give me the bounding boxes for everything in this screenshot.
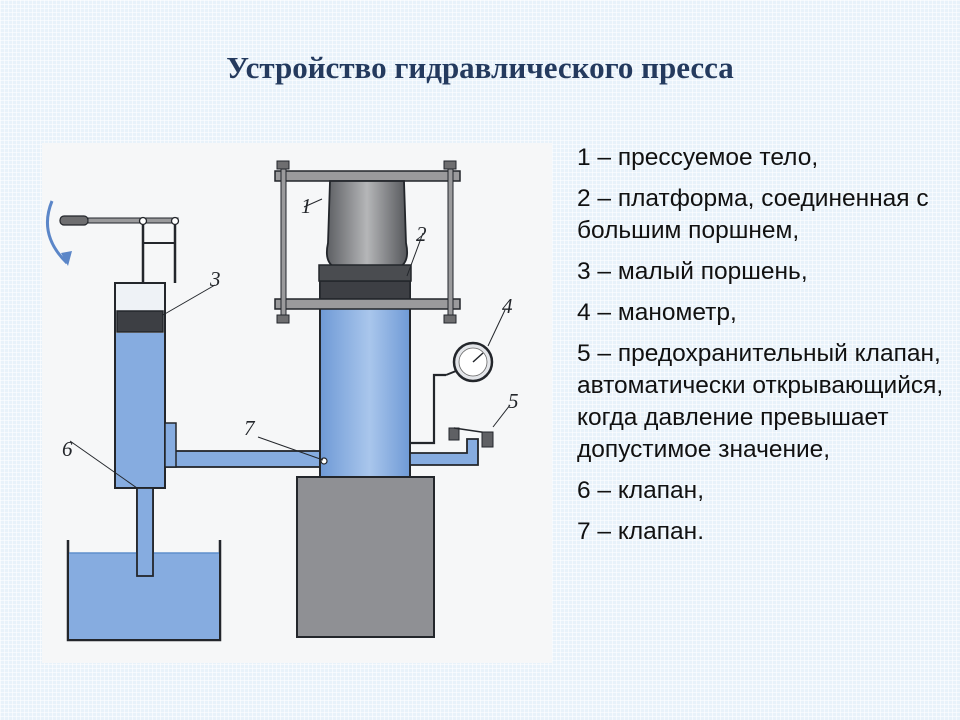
legend-item-6: 6 – клапан,	[577, 477, 705, 504]
label-1: 1	[301, 194, 312, 218]
small-piston	[117, 311, 163, 332]
label-4: 4	[502, 294, 513, 318]
label-3: 3	[210, 267, 221, 291]
press-base	[297, 477, 434, 637]
platform	[319, 265, 411, 281]
legend-item-2: 2 – платформа, соединенная с большим поршнем,	[577, 185, 929, 244]
label-2: 2	[416, 222, 427, 246]
slide-title: Устройство гидравлического пресса	[226, 50, 734, 85]
reservoir	[68, 488, 220, 640]
legend-item-3: 3 – малый поршень,	[577, 258, 808, 285]
parts-legend	[577, 142, 947, 557]
safety-valve	[410, 428, 493, 465]
pressed-body	[327, 181, 407, 267]
legend-item-5: 5 – предохранительный клапан, автоматически открывающийся, когда давление превышает допустимое значение,	[577, 340, 944, 463]
legend-item-4: 4 – манометр,	[577, 299, 737, 326]
label-7: 7	[244, 416, 255, 440]
label-5: 5	[508, 389, 519, 413]
large-cylinder	[320, 281, 410, 477]
large-piston	[320, 281, 410, 299]
hydraulic-press-diagram	[42, 143, 552, 663]
label-6: 6	[62, 437, 73, 461]
legend-item-7: 7 – клапан.	[577, 518, 705, 545]
legend-item-1: 1 – прессуемое тело,	[577, 144, 819, 171]
